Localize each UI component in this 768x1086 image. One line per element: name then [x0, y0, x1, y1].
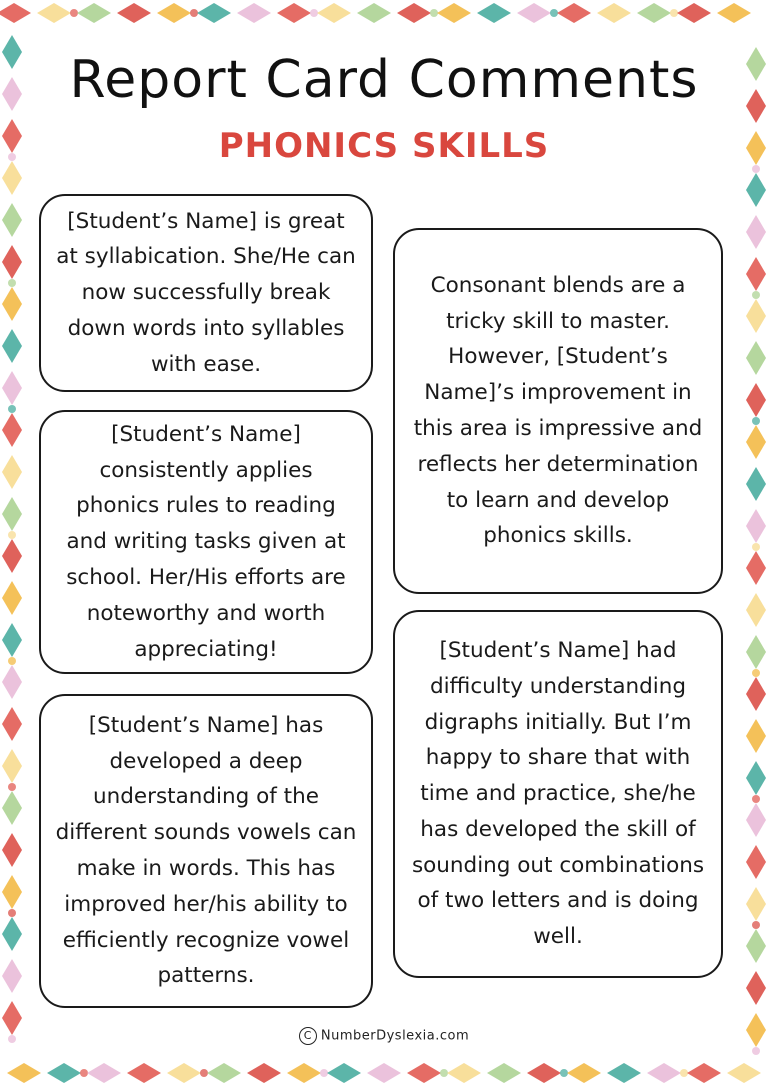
border-dot: [752, 921, 760, 929]
border-dot: [200, 1069, 208, 1077]
border-diamond: [527, 1063, 561, 1083]
footer-site: NumberDyslexia.com: [320, 1028, 470, 1044]
border-diamond: [477, 3, 511, 23]
border-diamond: [2, 623, 22, 657]
border-diamond: [157, 3, 191, 23]
border-diamond: [746, 509, 766, 543]
border-diamond: [247, 1063, 281, 1083]
border-dot: [8, 783, 16, 791]
border-diamond: [7, 1063, 41, 1083]
border-dot: [752, 291, 760, 299]
border-diamond: [447, 1063, 481, 1083]
border-diamond: [327, 1063, 361, 1083]
border-diamond: [597, 3, 631, 23]
comment-card-digraphs: [393, 610, 723, 978]
border-diamond: [237, 3, 271, 23]
border-dot: [8, 405, 16, 413]
border-diamond: [167, 1063, 201, 1083]
border-diamond: [567, 1063, 601, 1083]
border-diamond: [2, 707, 22, 741]
border-dot: [752, 165, 760, 173]
border-dot: [670, 9, 678, 17]
border-diamond: [746, 677, 766, 711]
border-diamond: [77, 3, 111, 23]
border-diamond: [746, 551, 766, 585]
border-diamond: [277, 3, 311, 23]
border-diamond: [746, 593, 766, 627]
border-diamond: [2, 665, 22, 699]
comment-card-syllabication: [39, 194, 373, 392]
border-dot: [752, 795, 760, 803]
border-dot: [550, 9, 558, 17]
border-diamond: [47, 1063, 81, 1083]
comment-text: [Student’s Name] had difficulty understanding digraphs initially. But I’m happy to share that with time and practice, she/he has developed the skill of sounding out combinations of two letters and is doing well.: [411, 637, 705, 950]
border-diamond: [2, 161, 22, 195]
border-diamond: [746, 215, 766, 249]
border-diamond: [357, 3, 391, 23]
border-dot: [8, 657, 16, 665]
border-diamond: [2, 455, 22, 489]
border-diamond: [2, 917, 22, 951]
border-dot: [752, 417, 760, 425]
border-diamond: [437, 3, 471, 23]
border-dot: [430, 9, 438, 17]
border-diamond: [2, 539, 22, 573]
comment-text: [Student’s Name] has developed a deep understanding of the different sounds vowels can make in words. This has improved her/his ability to efficiently recognize vowel patterns.: [55, 712, 357, 989]
comment-card-consonant-blends: [393, 228, 723, 594]
border-diamond: [2, 497, 22, 531]
border-diamond: [2, 581, 22, 615]
border-diamond: [557, 3, 591, 23]
border-diamond: [37, 3, 71, 23]
comment-text: Consonant blends are a tricky skill to master. However, [Student’s Name]’s improvement in this area is impressive and reflects her determination to learn and develop phonics skills.: [413, 272, 703, 549]
border-diamond: [637, 3, 671, 23]
border-dot: [310, 9, 318, 17]
border-diamond: [746, 971, 766, 1005]
border-dot: [70, 9, 78, 17]
border-diamond: [117, 3, 151, 23]
border-diamond: [746, 383, 766, 417]
border-dot: [190, 9, 198, 17]
border-diamond: [687, 1063, 721, 1083]
border-dot: [8, 531, 16, 539]
border-diamond: [2, 875, 22, 909]
border-diamond: [207, 1063, 241, 1083]
copyright-icon: C: [299, 1027, 317, 1045]
border-dot: [320, 1069, 328, 1077]
border-diamond: [2, 791, 22, 825]
border-dot: [8, 279, 16, 287]
comment-text: [Student’s Name] consistently applies phonics rules to reading and writing tasks given at school. Her/His efforts are noteworthy and worth appreciating!: [66, 421, 346, 662]
border-diamond: [197, 3, 231, 23]
border-diamond: [746, 299, 766, 333]
border-diamond: [677, 3, 711, 23]
comment-text: [Student’s Name] is great at syllabication. She/He can now successfully break down words into syllables with ease.: [56, 208, 356, 377]
border-diamond: [607, 1063, 641, 1083]
border-dot: [560, 1069, 568, 1077]
border-dot: [80, 1069, 88, 1077]
border-diamond: [746, 929, 766, 963]
border-diamond: [2, 749, 22, 783]
border-diamond: [397, 3, 431, 23]
border-diamond: [746, 719, 766, 753]
border-diamond: [87, 1063, 121, 1083]
footer-copyright: [0, 1027, 768, 1045]
comment-card-vowel-sounds: [39, 694, 373, 1008]
border-dot: [752, 1047, 760, 1055]
border-diamond: [647, 1063, 681, 1083]
border-diamond: [746, 173, 766, 207]
border-diamond: [746, 341, 766, 375]
border-dot: [752, 543, 760, 551]
border-diamond: [2, 329, 22, 363]
page-subtitle: PHONICS SKILLS: [218, 126, 550, 166]
border-diamond: [746, 845, 766, 879]
border-dot: [752, 669, 760, 677]
border-diamond: [746, 635, 766, 669]
border-diamond: [2, 413, 22, 447]
border-diamond: [2, 287, 22, 321]
page-title: Report Card Comments: [69, 50, 699, 110]
border-dot: [440, 1069, 448, 1077]
border-dot: [8, 909, 16, 917]
border-diamond: [2, 245, 22, 279]
border-diamond: [487, 1063, 521, 1083]
border-diamond: [2, 203, 22, 237]
border-diamond: [727, 1063, 761, 1083]
border-diamond: [517, 3, 551, 23]
border-diamond: [0, 3, 31, 23]
border-diamond: [287, 1063, 321, 1083]
border-diamond: [407, 1063, 441, 1083]
border-diamond: [127, 1063, 161, 1083]
border-diamond: [2, 371, 22, 405]
border-diamond: [746, 761, 766, 795]
border-diamond: [317, 3, 351, 23]
comment-card-phonics-rules: [39, 410, 373, 674]
border-diamond: [717, 3, 751, 23]
border-diamond: [367, 1063, 401, 1083]
border-diamond: [746, 887, 766, 921]
border-diamond: [746, 425, 766, 459]
border-diamond: [2, 959, 22, 993]
border-diamond: [746, 257, 766, 291]
border-diamond: [2, 833, 22, 867]
border-diamond: [746, 467, 766, 501]
border-diamond: [746, 803, 766, 837]
border-dot: [680, 1069, 688, 1077]
